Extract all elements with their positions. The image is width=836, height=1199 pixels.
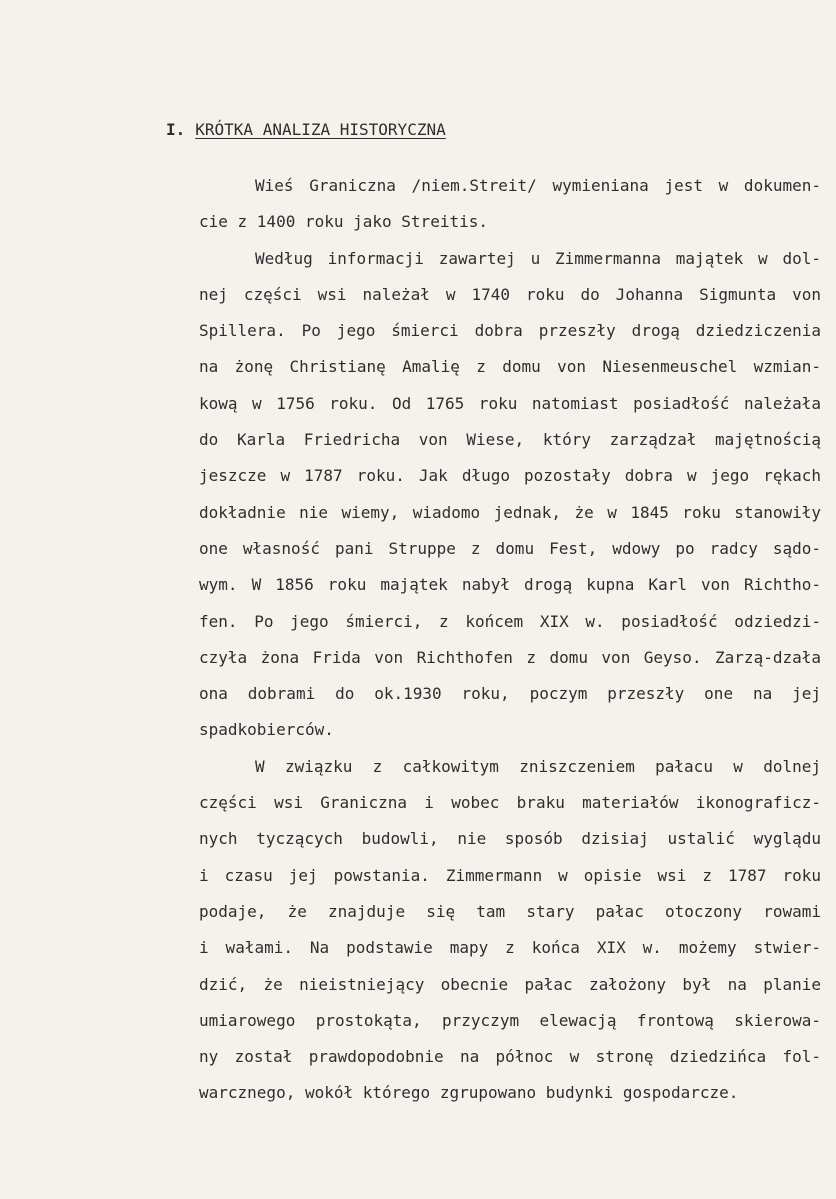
- text-line: Spillera. Po jego śmierci dobra przeszły drogą dziedziczenia: [199, 321, 821, 341]
- text-line: i wałami. Na podstawie mapy z końca XIX w. możemy stwier-: [199, 938, 821, 958]
- section-number: I.: [166, 120, 186, 139]
- text-line: Według informacji zawartej u Zimmermanna majątek w dol-: [255, 248, 821, 268]
- body-text: [199, 168, 821, 1112]
- text-line: kową w 1756 roku. Od 1765 roku natomiast posiadłość należała: [199, 393, 821, 413]
- text-line: na żonę Christianę Amalię z domu von Niesenmeuschel wzmian-: [199, 357, 821, 377]
- text-line: cie z 1400 roku jako Streitis.: [199, 212, 488, 232]
- text-line: one własność pani Struppe z domu Fest, wdowy po radcy sądo-: [199, 538, 821, 558]
- text-line: wym. W 1856 roku majątek nabył drogą kupna Karl von Richtho-: [199, 575, 821, 595]
- text-line: nych tyczących budowli, nie sposób dzisiaj ustalić wyglądu: [199, 829, 821, 849]
- text-line: spadkobierców.: [199, 720, 334, 740]
- text-line: czyła żona Frida von Richthofen z domu von Geyso. Zarzą-dzała: [199, 647, 821, 667]
- text-line: ona dobrami do ok.1930 roku, poczym przeszły one na jej: [199, 684, 821, 704]
- text-line: części wsi Graniczna i wobec braku materiałów ikonograficz-: [199, 793, 821, 813]
- text-line: i czasu jej powstania. Zimmermann w opisie wsi z 1787 roku: [199, 865, 821, 885]
- text-line: umiarowego prostokąta, przyczym elewacją frontową skierowa-: [199, 1010, 821, 1030]
- text-line: ny został prawdopodobnie na północ w stronę dziedzińca fol-: [199, 1047, 821, 1067]
- text-line: jeszcze w 1787 roku. Jak długo pozostały dobra w jego rękach: [199, 466, 821, 486]
- text-line: do Karla Friedricha von Wiese, który zarządzał majętnością: [199, 430, 821, 450]
- text-line: dzić, że nieistniejący obecnie pałac założony był na planie: [199, 974, 821, 994]
- text-line: Wieś Graniczna /niem.Streit/ wymieniana jest w dokumen-: [255, 176, 821, 195]
- text-line: fen. Po jego śmierci, z końcem XIX w. posiadłość odziedzi-: [199, 611, 821, 631]
- text-line: podaje, że znajduje się tam stary pałac otoczony rowami: [199, 901, 821, 921]
- text-line: dokładnie nie wiemy, wiadomo jednak, że w 1845 roku stanowiły: [199, 502, 821, 522]
- text-line: W związku z całkowitym zniszczeniem pałacu w dolnej: [255, 756, 821, 776]
- section-heading: [166, 120, 446, 139]
- text-line: warcznego, wokół którego zgrupowano budynki gospodarcze.: [199, 1083, 739, 1103]
- text-line: nej części wsi należał w 1740 roku do Johanna Sigmunta von: [199, 284, 821, 304]
- section-title: KRÓTKA ANALIZA HISTORYCZNA: [195, 120, 446, 139]
